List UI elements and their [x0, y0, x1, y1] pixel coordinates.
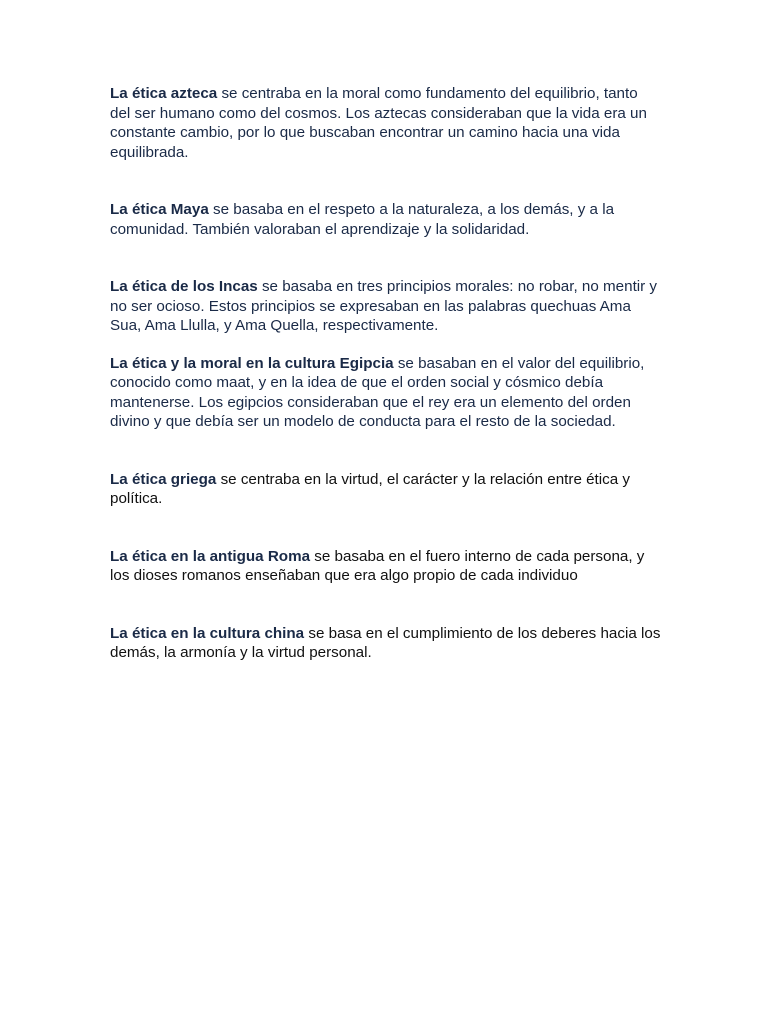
- term-griega: La ética griega: [110, 470, 217, 488]
- paragraph-griega: [110, 470, 662, 509]
- paragraph-incas: [110, 277, 662, 336]
- text-incas: se basaba en tres principios morales: no robar, no mentir y no ser ocioso. Estos principios se expresaban en las palabras quechuas Ama Sua, Ama Llulla, y Ama Quella, respectivamente.: [110, 278, 658, 334]
- text-egipcia: se basaban en el valor del equilibrio, conocido como maat, y en la idea de que el orden social y cósmico debía mantenerse. Los egipcios consideraban que el rey era un elemento del orden divino y que debía ser un modelo de conducta para el resto de la sociedad.: [110, 354, 645, 430]
- text-maya: se basaba en el respeto a la naturaleza, a los demás, y a la comunidad. También valoraban el aprendizaje y la solidaridad.: [110, 201, 615, 238]
- text-roma: se basaba en el fuero interno de cada persona, y los dioses romanos enseñaban que era algo propio de cada individuo: [110, 547, 645, 584]
- term-maya: La ética Maya: [110, 201, 209, 218]
- term-azteca: La ética azteca: [110, 85, 218, 102]
- term-china: La ética en la cultura china: [110, 624, 305, 642]
- paragraph-egipcia: [110, 354, 662, 432]
- paragraph-maya: [110, 200, 662, 239]
- text-griega: se centraba en la virtud, el carácter y la relación entre ética y política.: [110, 470, 631, 507]
- text-china: se basa en el cumplimiento de los deberes hacia los demás, la armonía y la virtud personal.: [110, 624, 661, 661]
- term-incas: La ética de los Incas: [110, 278, 258, 295]
- text-azteca: se centraba en la moral como fundamento del equilibrio, tanto del ser humano como del cosmos. Los aztecas consideraban que la vida era un constante cambio, por lo que buscaban encontrar un camino hacia una vida equilibrada.: [110, 85, 647, 161]
- term-roma: La ética en la antigua Roma: [110, 547, 311, 565]
- paragraph-azteca: [110, 84, 662, 162]
- paragraph-roma: [110, 547, 662, 586]
- paragraph-china: [110, 624, 662, 663]
- document-page: [110, 84, 662, 663]
- term-egipcia: La ética y la moral en la cultura Egipcia: [110, 354, 394, 372]
